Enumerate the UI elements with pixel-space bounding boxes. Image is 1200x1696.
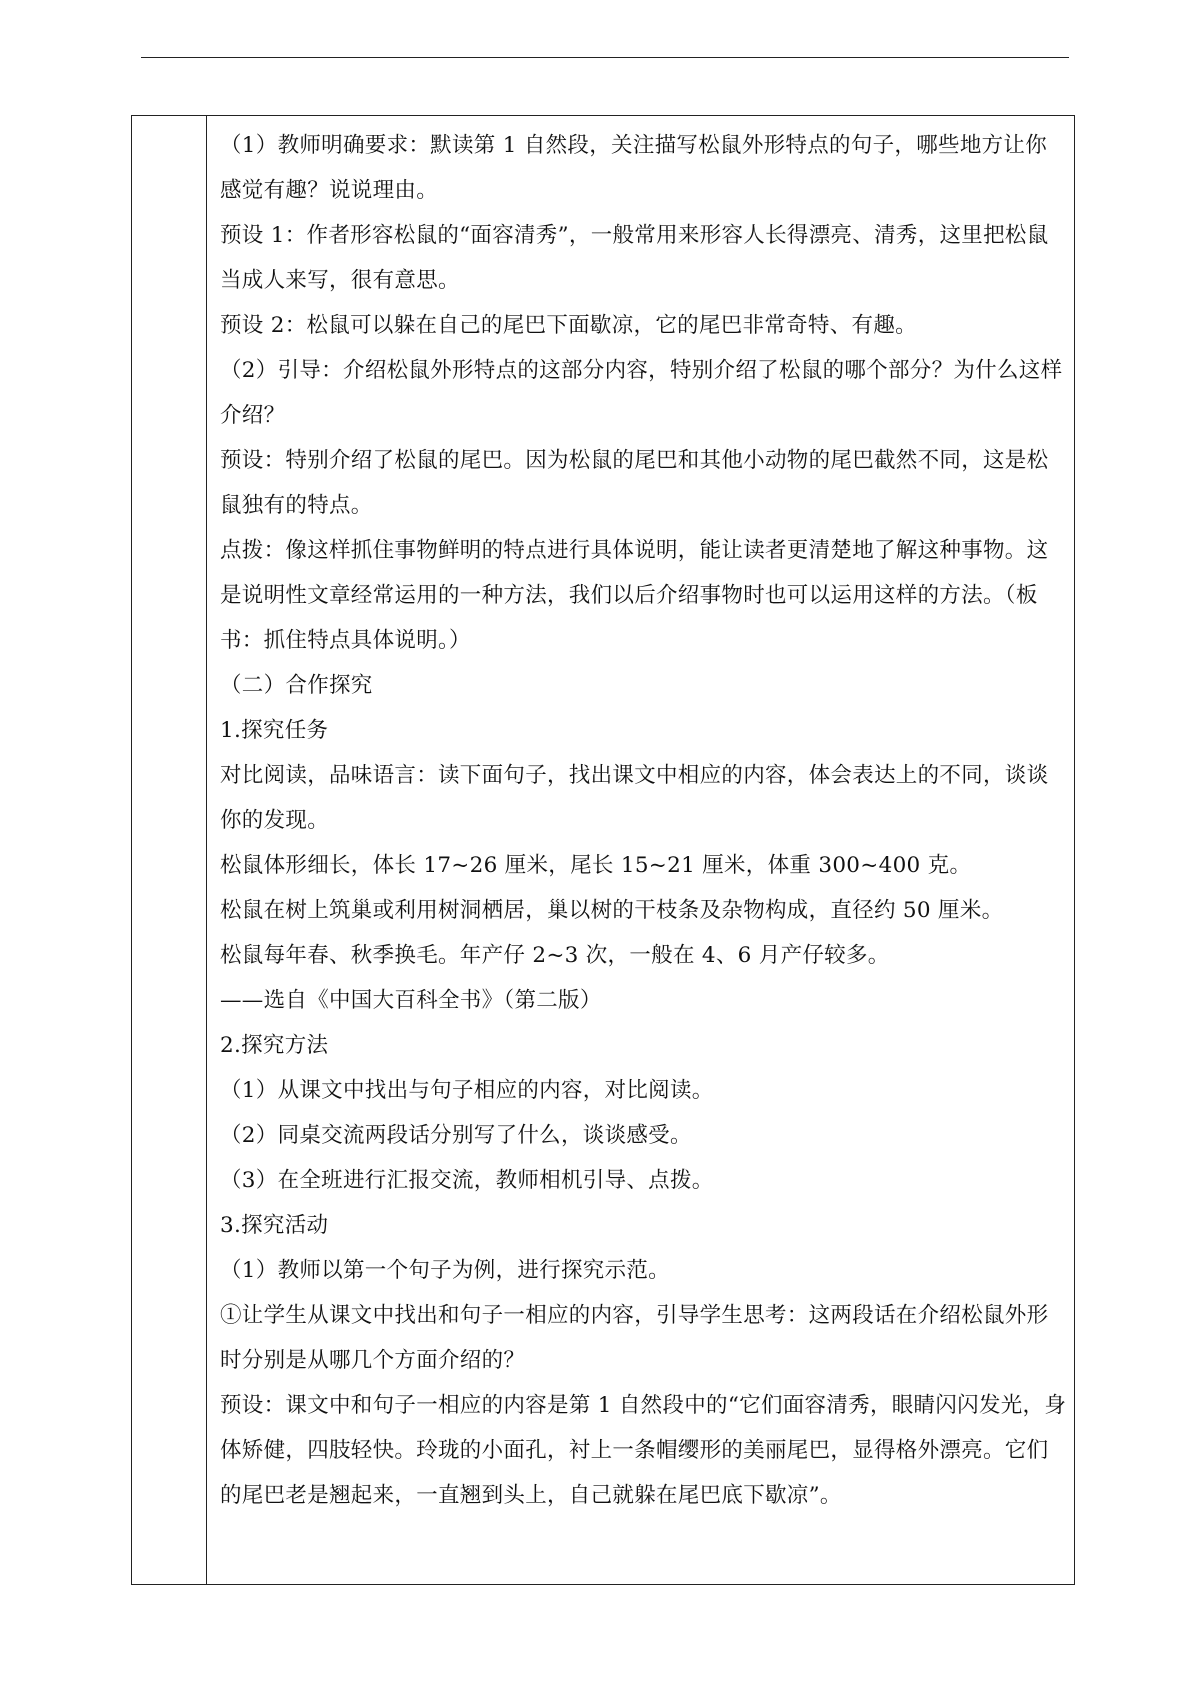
sentence-one: 松鼠体形细长，体长 17~26 厘米，尾长 15~21 厘米，体重 300~400 克。: [220, 853, 972, 878]
method-step-3: （3）在全班进行汇报交流，教师相机引导、点拨。: [220, 1168, 714, 1193]
sentence-three: 松鼠每年春、秋季换毛。年产仔 2~3 次，一般在 4、6 月产仔较多。: [220, 943, 890, 968]
method-step-1: （1）从课文中找出与句子相应的内容，对比阅读。: [220, 1078, 714, 1103]
section-heading-cooperation: （二）合作探究: [220, 673, 373, 698]
paragraph-comparative-reading: 对比阅读，品味语言：读下面句子，找出课文中相应的内容，体会表达上的不同，谈谈你的发现。: [220, 763, 1049, 833]
activity-step-1: （1）教师以第一个句子为例，进行探究示范。: [220, 1258, 670, 1283]
header-rule: [141, 57, 1069, 58]
paragraph-guidance: （2）引导：介绍松鼠外形特点的这部分内容，特别介绍了松鼠的哪个部分？为什么这样介绍？: [220, 358, 1063, 428]
table-content-column: [207, 116, 1074, 1584]
table-left-column: [132, 116, 207, 1584]
source-citation: ——选自《中国大百科全书》（第二版）: [220, 988, 602, 1013]
paragraph-teacher-requirement: （1）教师明确要求：默读第 1 自然段，关注描写松鼠外形特点的句子，哪些地方让你感觉有趣？说说理由。: [220, 133, 1048, 203]
paragraph-preset-answer: 预设：课文中和句子一相应的内容是第 1 自然段中的“它们面容清秀，眼睛闪闪发光，身体矫健，四肢轻快。玲珑的小面孔，衬上一条帽缨形的美丽尾巴，显得格外漂亮。它们的尾巴老是翘起来，一直翘到头上，自己就躲在尾巴底下歇凉”。: [220, 1393, 1067, 1508]
subheading-task: 1.探究任务: [220, 718, 329, 743]
paragraph-tip: 点拨：像这样抓住事物鲜明的特点进行具体说明，能让读者更清楚地了解这种事物。这是说明性文章经常运用的一种方法，我们以后介绍事物时也可以运用这样的方法。（板书：抓住特点具体说明。）: [220, 538, 1049, 653]
paragraph-preset-2: 预设 2：松鼠可以躲在自己的尾巴下面歇凉，它的尾巴非常奇特、有趣。: [220, 313, 917, 338]
lesson-table: [131, 115, 1075, 1585]
subheading-method: 2.探究方法: [220, 1033, 329, 1058]
paragraph-preset-tail: 预设：特别介绍了松鼠的尾巴。因为松鼠的尾巴和其他小动物的尾巴截然不同，这是松鼠独有的特点。: [220, 448, 1049, 518]
subheading-activity: 3.探究活动: [220, 1213, 329, 1238]
method-step-2: （2）同桌交流两段话分别写了什么，谈谈感受。: [220, 1123, 692, 1148]
activity-substep-1: ①让学生从课文中找出和句子一相应的内容，引导学生思考：这两段话在介绍松鼠外形时分别是从哪几个方面介绍的？: [220, 1303, 1049, 1373]
paragraph-preset-1: 预设 1：作者形容松鼠的“面容清秀”，一般常用来形容人长得漂亮、清秀，这里把松鼠当成人来写，很有意思。: [220, 223, 1049, 293]
sentence-two: 松鼠在树上筑巢或利用树洞栖居，巢以树的干枝条及杂物构成，直径约 50 厘米。: [220, 898, 1004, 923]
